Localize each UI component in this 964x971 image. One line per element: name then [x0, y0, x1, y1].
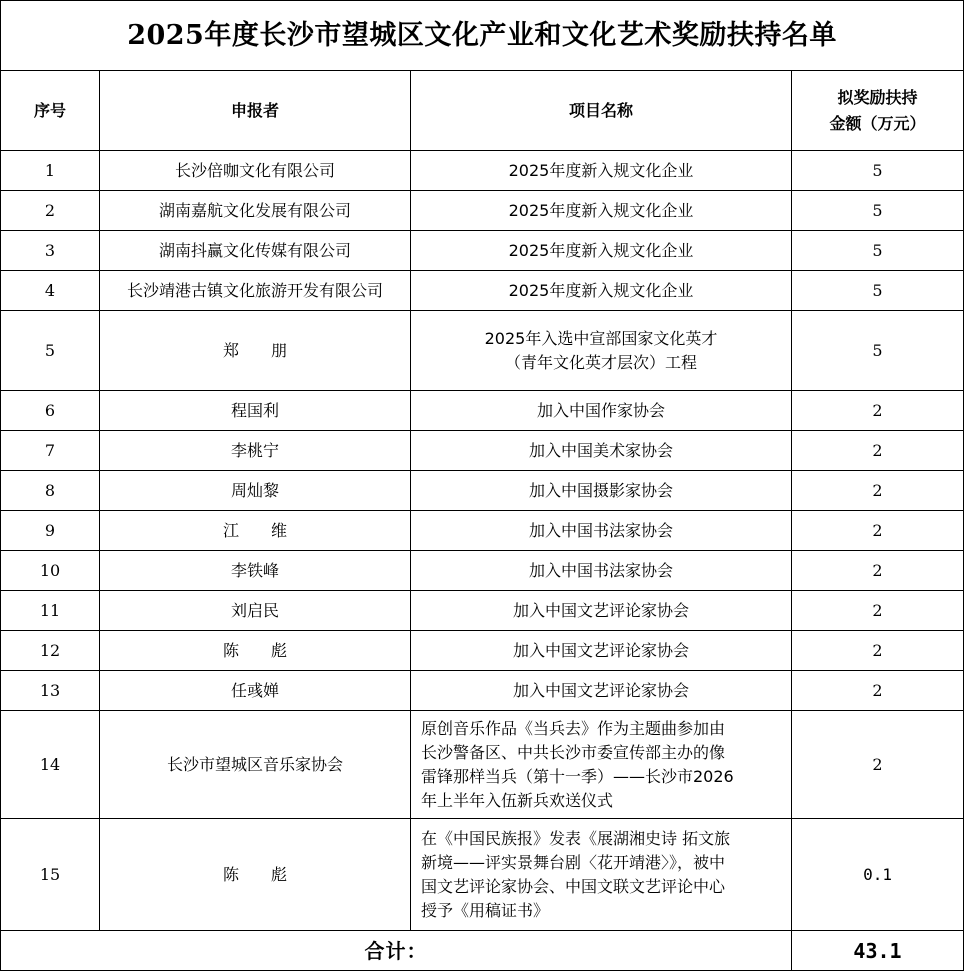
row-applicant: 湖南嘉航文化发展有限公司: [100, 191, 411, 231]
header-project: 项目名称: [411, 71, 792, 151]
row-project-line: 长沙警备区、中共长沙市委宣传部主办的像: [421, 742, 726, 762]
row-project-line: 新境——评实景舞台剧〈花开靖港〉》，被中: [421, 852, 726, 872]
row-amount: 2: [792, 671, 964, 711]
row-amount: 2: [792, 631, 964, 671]
table-row: [1, 431, 964, 471]
row-seq: 9: [1, 511, 100, 551]
row-seq: 11: [1, 591, 100, 631]
row-amount: 5: [792, 191, 964, 231]
row-project-line: 加入中国文艺评论家协会: [512, 600, 689, 620]
total-row: [1, 931, 964, 971]
row-project-line: 加入中国书法家协会: [528, 560, 673, 580]
row-seq: 3: [1, 231, 100, 271]
row-project-line: 加入中国书法家协会: [528, 520, 673, 540]
table-row: [1, 231, 964, 271]
row-applicant: 程国利: [100, 391, 411, 431]
header-amount-line2: 金额（万元）: [829, 113, 926, 133]
row-project-line: 原创音乐作品《当兵去》作为主题曲参加由: [421, 718, 726, 738]
row-seq: 6: [1, 391, 100, 431]
row-seq: 1: [1, 151, 100, 191]
row-applicant: 李桃宁: [100, 431, 411, 471]
row-project: [411, 191, 792, 231]
row-project-line: 2025年度新入规文化企业: [508, 160, 694, 180]
row-project: [411, 711, 792, 819]
row-applicant: 周灿黎: [100, 471, 411, 511]
row-project-line: 加入中国文艺评论家协会: [512, 680, 689, 700]
row-amount: 5: [792, 151, 964, 191]
row-applicant: 郑 朋: [100, 311, 411, 391]
table-row: [1, 671, 964, 711]
row-project: [411, 819, 792, 931]
header-row: [1, 71, 964, 151]
row-applicant: 陈 彪: [100, 819, 411, 931]
row-amount: 5: [792, 311, 964, 391]
row-amount: 2: [792, 711, 964, 819]
row-project-line: 2025年度新入规文化企业: [508, 240, 694, 260]
row-seq: 8: [1, 471, 100, 511]
row-project-line: 2025年度新入规文化企业: [508, 200, 694, 220]
row-project: [411, 591, 792, 631]
row-seq: 15: [1, 819, 100, 931]
header-amount-line1: 拟奖励扶持: [837, 87, 918, 107]
row-project: [411, 431, 792, 471]
row-applicant: 长沙靖港古镇文化旅游开发有限公司: [100, 271, 411, 311]
row-project-line: 加入中国摄影家协会: [528, 480, 673, 500]
row-project-line: 加入中国美术家协会: [528, 440, 673, 460]
row-project: [411, 551, 792, 591]
table-row: [1, 511, 964, 551]
row-seq: 14: [1, 711, 100, 819]
row-project: [411, 391, 792, 431]
row-applicant: 刘启民: [100, 591, 411, 631]
row-amount: 2: [792, 471, 964, 511]
row-amount: 0.1: [792, 819, 964, 931]
total-label: 合计：: [1, 931, 792, 971]
row-seq: 13: [1, 671, 100, 711]
row-seq: 12: [1, 631, 100, 671]
table-row: [1, 711, 964, 819]
row-amount: 2: [792, 391, 964, 431]
row-applicant: 任彧婵: [100, 671, 411, 711]
table-row: [1, 471, 964, 511]
table-row: [1, 631, 964, 671]
header-applicant: 申报者: [100, 71, 411, 151]
row-project: [411, 471, 792, 511]
table-row: [1, 271, 964, 311]
table-row: [1, 151, 964, 191]
row-seq: 2: [1, 191, 100, 231]
row-applicant: 江 维: [100, 511, 411, 551]
row-project: [411, 271, 792, 311]
row-project-line: 2025年度新入规文化企业: [508, 280, 694, 300]
table-row: [1, 551, 964, 591]
table-row: [1, 819, 964, 931]
row-applicant: 长沙倍咖文化有限公司: [100, 151, 411, 191]
row-project: [411, 671, 792, 711]
row-project: [411, 311, 792, 391]
row-seq: 7: [1, 431, 100, 471]
row-seq: 10: [1, 551, 100, 591]
row-amount: 2: [792, 551, 964, 591]
row-project-line: 年上半年入伍新兵欢送仪式: [421, 790, 614, 810]
document-title: 2025年度长沙市望城区文化产业和文化艺术奖励扶持名单: [1, 1, 964, 71]
table-row: [1, 191, 964, 231]
table-row: [1, 591, 964, 631]
row-project-line: 授予《用稿证书》: [421, 900, 550, 920]
row-applicant: 李铁峰: [100, 551, 411, 591]
total-amount: 43.1: [792, 931, 964, 971]
row-project-line: （青年文化英才层次）工程: [504, 352, 697, 372]
row-applicant: 长沙市望城区音乐家协会: [100, 711, 411, 819]
row-project-line: 加入中国文艺评论家协会: [512, 640, 689, 660]
header-seq: 序号: [1, 71, 100, 151]
row-applicant: 陈 彪: [100, 631, 411, 671]
row-seq: 4: [1, 271, 100, 311]
row-project: [411, 231, 792, 271]
table-row: [1, 391, 964, 431]
row-project: [411, 511, 792, 551]
row-project-line: 2025年入选中宣部国家文化英才: [484, 328, 718, 348]
row-amount: 5: [792, 271, 964, 311]
row-amount: 2: [792, 591, 964, 631]
row-amount: 2: [792, 511, 964, 551]
row-project-line: 国文艺评论家协会、中国文联文艺评论中心: [421, 876, 726, 896]
table-row: [1, 311, 964, 391]
row-project: [411, 151, 792, 191]
row-project-line: 雷锋那样当兵（第十一季）——长沙市2026: [421, 766, 734, 786]
row-seq: 5: [1, 311, 100, 391]
row-project-line: 加入中国作家协会: [536, 400, 665, 420]
row-project-line: 在《中国民族报》发表《展湖湘史诗 拓文旅: [421, 828, 731, 848]
row-applicant: 湖南抖赢文化传媒有限公司: [100, 231, 411, 271]
row-amount: 5: [792, 231, 964, 271]
header-amount: [792, 71, 964, 151]
row-amount: 2: [792, 431, 964, 471]
row-project: [411, 631, 792, 671]
